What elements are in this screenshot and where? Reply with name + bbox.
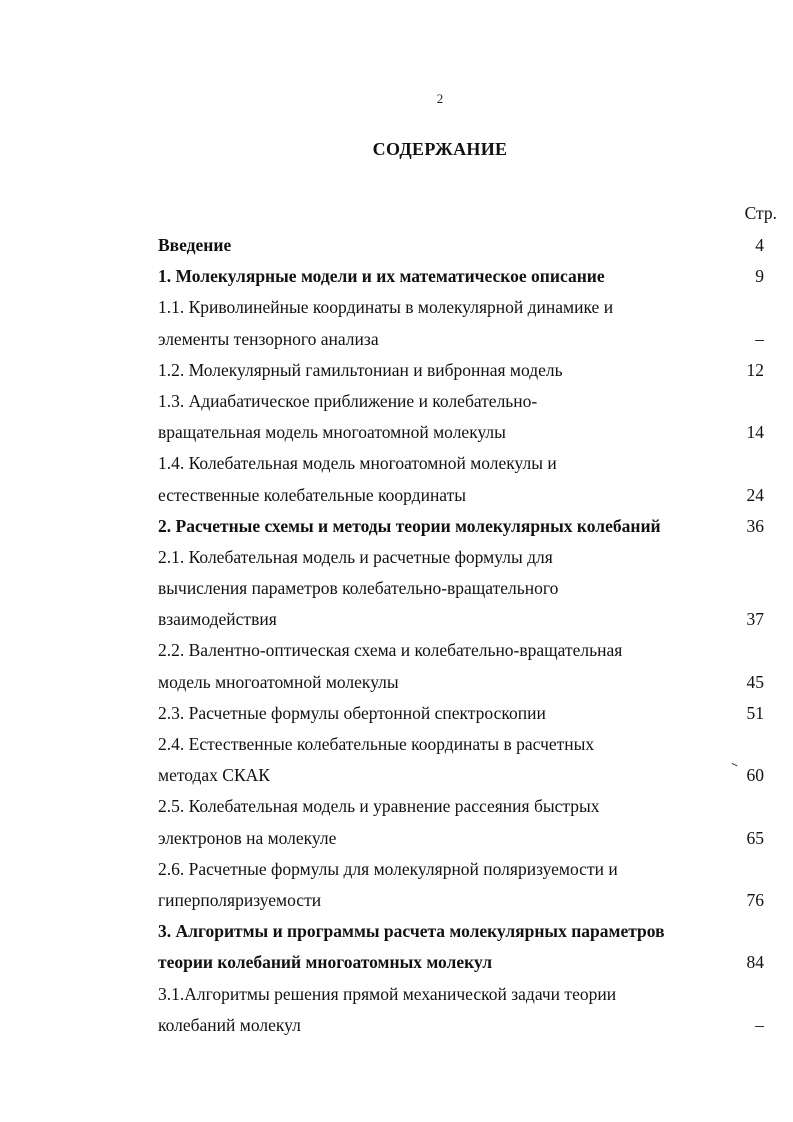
toc-line [158, 604, 770, 635]
toc-entry-page: 14 [746, 422, 764, 443]
toc-entry-text: 2.4. Естественные колебательные координаты в расчетных [158, 734, 595, 754]
toc-entry-text: электронов на молекуле [158, 827, 337, 848]
page-column-label: Стр. [744, 203, 777, 223]
toc-line [158, 386, 770, 417]
toc-entry-text: 2.6. Расчетные формулы для молекулярной поляризуемости и [158, 858, 618, 879]
toc-line [158, 230, 770, 261]
toc-entry-text: 3.1.Алгоритмы решения прямой механической задачи теории [158, 983, 617, 1004]
toc-entry-text: 1.2. Молекулярный гамильтониан и вибронная модель [158, 359, 563, 380]
toc-entry-text: 2.5. Колебательная модель и уравнение рассеяния быстрых [158, 796, 600, 817]
toc-line [158, 542, 770, 573]
toc-entry-page: 76 [746, 889, 764, 910]
toc-entry-page: 84 [746, 952, 764, 973]
toc-entry-text: 2.1. Колебательная модель и расчетные формулы для [158, 546, 553, 567]
toc-line [158, 729, 770, 760]
toc-line [158, 667, 770, 698]
toc-line [158, 1010, 770, 1041]
toc-entry-page: 37 [746, 609, 764, 630]
page-title: СОДЕРЖАНИЕ [372, 139, 508, 159]
toc-line [158, 261, 770, 292]
toc-entry-text: теории колебаний многоатомных молекул [158, 952, 493, 973]
toc-entry-text: 1.3. Адиабатическое приближение и колебательно- [158, 390, 538, 411]
toc-entry-page: – [755, 328, 764, 349]
toc-line [158, 292, 770, 323]
toc-entry-text: вычисления параметров колебательно-вращательного [158, 578, 559, 599]
toc-line [158, 854, 770, 885]
toc-entry-text: 1.1. Криволинейные координаты в молекулярной динамике и [158, 297, 614, 318]
toc-entry-page: 65 [746, 827, 764, 848]
toc-entry-page: 60 [746, 765, 764, 786]
toc-entry-page: 12 [746, 359, 764, 380]
toc-line [158, 511, 770, 542]
toc-entry-text: взаимодействия [158, 609, 277, 630]
toc-entry-text: вращательная модель многоатомной молекулы [158, 422, 506, 443]
toc-entry-text: гиперполяризуемости [158, 889, 322, 910]
toc-line [158, 791, 770, 822]
toc-entry-text: колебаний молекул [158, 1014, 301, 1035]
toc-entry-text: 1. Молекулярные модели и их математическое описание [158, 266, 605, 287]
toc-line [158, 355, 770, 386]
toc-entry-text: 2.2. Валентно-оптическая схема и колебательно-вращательная [158, 640, 623, 661]
toc-line [158, 698, 770, 729]
toc-line [158, 448, 770, 479]
toc-entry-page: 9 [755, 266, 764, 287]
table-of-contents [158, 230, 770, 1041]
toc-entry-page: 45 [746, 671, 764, 692]
toc-line [158, 324, 770, 355]
toc-line [158, 916, 770, 947]
toc-line [158, 979, 770, 1010]
toc-entry-page: 24 [746, 484, 764, 505]
toc-entry-text: естественные колебательные координаты [158, 484, 467, 505]
toc-entry-text: 1.4. Колебательная модель многоатомной молекулы и [158, 453, 557, 474]
toc-line [158, 823, 770, 854]
toc-entry-page: 4 [755, 235, 764, 255]
toc-line [158, 947, 770, 978]
toc-line [158, 885, 770, 916]
toc-entry-text: модель многоатомной молекулы [158, 671, 399, 692]
toc-entry-text: элементы тензорного анализа [158, 328, 379, 349]
toc-line [158, 573, 770, 604]
toc-entry-text: методах СКАК [158, 765, 270, 786]
toc-line [158, 417, 770, 448]
toc-line [158, 480, 770, 511]
toc-entry-page: 51 [746, 702, 764, 723]
toc-entry-page: 36 [746, 515, 764, 536]
toc-line [158, 760, 770, 791]
toc-entry-text: 2. Расчетные схемы и методы теории молекулярных колебаний [158, 515, 661, 536]
toc-entry-text: 2.3. Расчетные формулы обертонной спектроскопии [158, 702, 546, 723]
toc-entry-text: Введение [158, 235, 232, 255]
page-number: 2 [436, 91, 444, 106]
toc-entry-text: 3. Алгоритмы и программы расчета молекулярных параметров [158, 921, 665, 942]
toc-entry-page: – [755, 1014, 764, 1035]
toc-line [158, 635, 770, 666]
